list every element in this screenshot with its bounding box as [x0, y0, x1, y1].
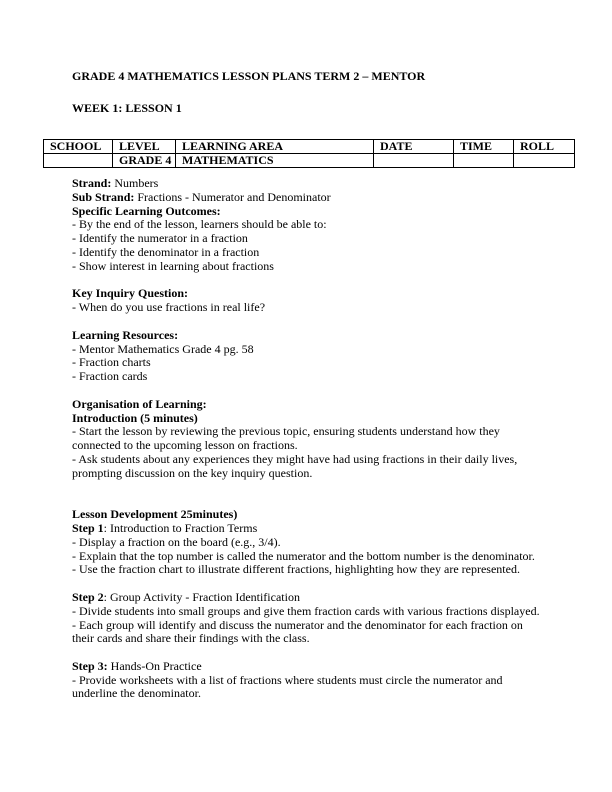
text-line: - Each group will identify and discuss the numerator and the denominator for each fraction on	[72, 617, 523, 632]
text-line: connected to the upcoming lesson on fractions.	[72, 438, 298, 453]
info-header-cell: SCHOOL	[44, 140, 113, 154]
text-line: Step 1: Introduction to Fraction Terms	[72, 520, 258, 535]
text-line: - Fraction cards	[72, 369, 148, 384]
text-line: - Divide students into small groups and give them fraction cards with various fractions displayed.	[72, 603, 540, 618]
text-line	[72, 481, 572, 495]
text-line: - Explain that the top number is called the numerator and the bottom number is the denominator.	[72, 548, 535, 563]
text-line: underline the denominator.	[72, 686, 201, 701]
info-header-cell: ROLL	[514, 140, 575, 154]
info-value-cell	[44, 154, 113, 168]
text-line: - Use the fraction chart to illustrate different fractions, highlighting how they are represented.	[72, 562, 520, 577]
text-line: Lesson Development 25minutes)	[72, 507, 238, 522]
text-line	[72, 274, 572, 288]
text-line: - Display a fraction on the board (e.g., 3/4).	[72, 534, 281, 549]
text-line: - Identify the numerator in a fraction	[72, 231, 248, 246]
info-header-cell: TIME	[454, 140, 514, 154]
info-value-cell: MATHEMATICS	[176, 154, 374, 168]
text-line: Learning Resources:	[72, 327, 179, 342]
text-line: - Identify the denominator in a fraction	[72, 244, 260, 259]
week-lesson-heading: WEEK 1: LESSON 1	[72, 101, 182, 115]
info-value-cell: GRADE 4	[113, 154, 176, 168]
text-line: Key Inquiry Question:	[72, 286, 189, 301]
text-line: Strand: Numbers	[72, 176, 159, 190]
text-line	[72, 494, 572, 508]
text-line	[72, 384, 572, 398]
text-line: prompting discussion on the key inquiry question.	[72, 465, 313, 480]
text-line	[72, 646, 572, 660]
text-line: - By the end of the lesson, learners should be able to:	[72, 217, 327, 232]
lesson-plan-body	[72, 177, 572, 701]
document-title: GRADE 4 MATHEMATICS LESSON PLANS TERM 2 – MENTOR	[72, 69, 426, 83]
info-header-cell: LEARNING AREA	[176, 140, 374, 154]
text-line	[72, 577, 572, 591]
text-line: - Start the lesson by reviewing the previous topic, ensuring students understand how they	[72, 424, 500, 439]
info-table-values-row	[44, 154, 575, 168]
info-value-cell	[454, 154, 514, 168]
text-line: Organisation of Learning:	[72, 396, 207, 411]
info-header-cell: DATE	[374, 140, 454, 154]
text-line: Step 2: Group Activity - Fraction Identification	[72, 589, 300, 604]
text-line: - When do you use fractions in real life?	[72, 300, 266, 315]
text-line: - Ask students about any experiences they might have had using fractions in their daily lives,	[72, 451, 518, 466]
text-line: Introduction (5 minutes)	[72, 410, 198, 425]
info-table-header-row	[44, 140, 575, 154]
info-value-cell	[374, 154, 454, 168]
text-line: Sub Strand: Fractions - Numerator and Denominator	[72, 189, 331, 204]
text-line: - Mentor Mathematics Grade 4 pg. 58	[72, 341, 254, 356]
text-line: - Show interest in learning about fractions	[72, 258, 274, 273]
text-line: Specific Learning Outcomes:	[72, 203, 221, 218]
info-header-cell: LEVEL	[113, 140, 176, 154]
lesson-info-table	[43, 139, 575, 168]
text-line: - Provide worksheets with a list of fractions where students must circle the numerator and	[72, 672, 503, 687]
text-line: Step 3: Hands-On Practice	[72, 658, 202, 673]
text-line: - Fraction charts	[72, 355, 151, 370]
text-line	[72, 315, 572, 329]
text-line: their cards and share their findings with the class.	[72, 631, 310, 646]
info-value-cell	[514, 154, 575, 168]
